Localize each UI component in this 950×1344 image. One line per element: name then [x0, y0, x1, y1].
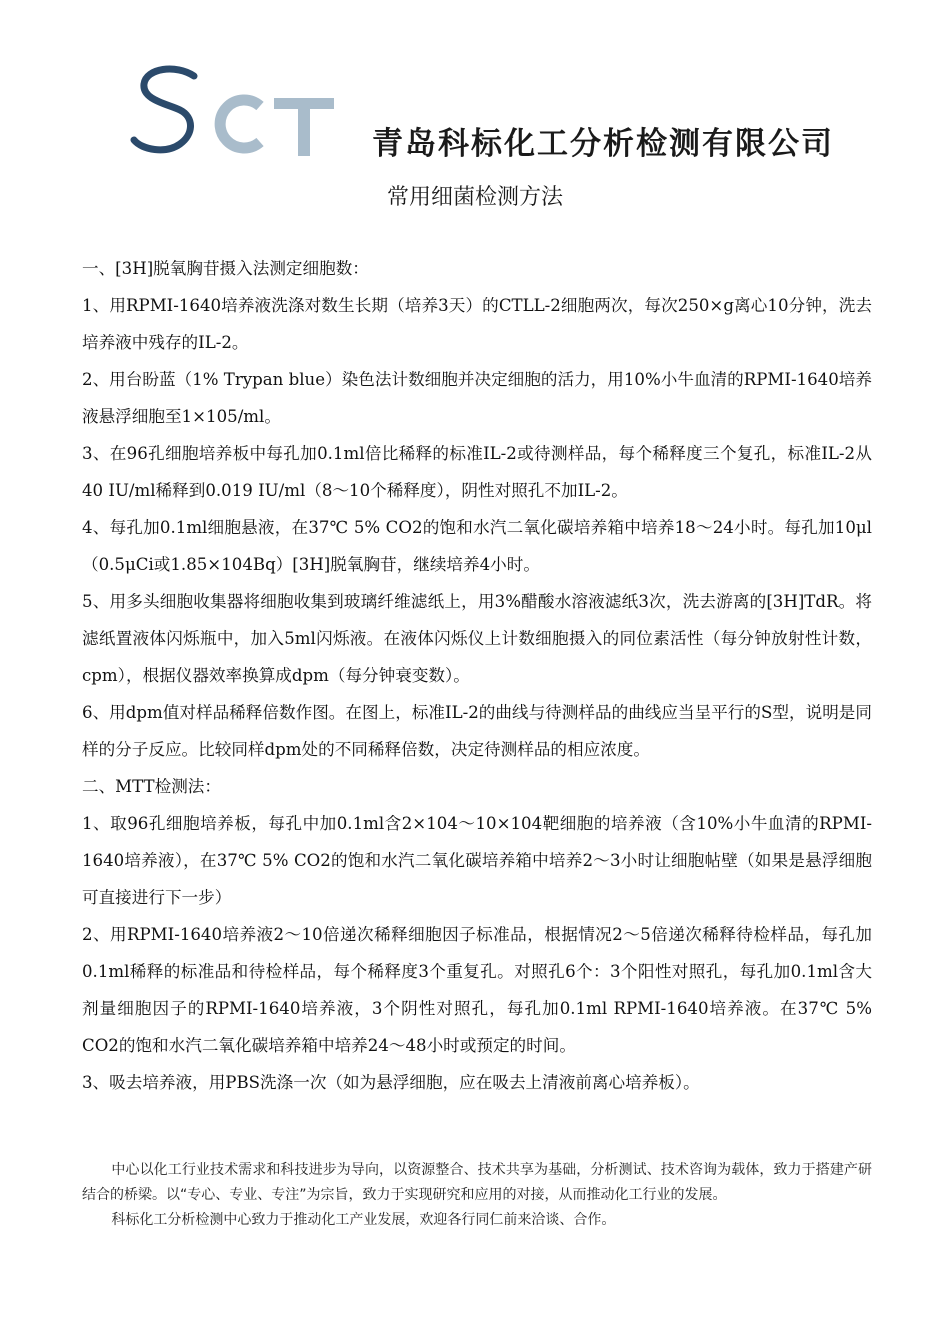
- paragraph: 5、用多头细胞收集器将细胞收集到玻璃纤维滤纸上，用3%醋酸水溶液滤纸3次，洗去游离的[3H]TdR。将滤纸置液体闪烁瓶中，加入5ml闪烁液。在液体闪烁仪上计数细胞摄入的同位素活性（每分钟放射性计数，cpm），根据仪器效率换算成dpm（每分钟衰变数）。: [82, 592, 872, 685]
- footer-paragraph: 中心以化工行业技术需求和科技进步为导向，以资源整合、技术共享为基础，分析测试、技术咨询为载体，致力于搭建产研结合的桥梁。以“专心、专业、专注”为宗旨，致力于实现研究和应用的对接，从而推动化工行业的发展。: [82, 1162, 872, 1203]
- page-title: 常用细菌检测方法: [386, 185, 563, 210]
- company-name: 青岛科标化工分析检测有限公司: [372, 126, 834, 162]
- paragraph: 2、用台盼蓝（1% Trypan blue）染色法计数细胞并决定细胞的活力，用10%小牛血清的RPMI-1640培养液悬浮细胞至1×105/ml。: [82, 370, 872, 426]
- footer-paragraph: 科标化工分析检测中心致力于推动化工产业发展，欢迎各行同仁前来洽谈、合作。: [111, 1212, 616, 1228]
- paragraph: 3、在96孔细胞培养板中每孔加0.1ml倍比稀释的标准IL-2或待测样品，每个稀释度三个复孔，标准IL-2从40 IU/ml稀释到0.019 IU/ml（8～10个稀释度），阴性对照孔不加IL-2。: [82, 444, 872, 500]
- document-header: [0, 0, 950, 170]
- section-heading: 一、[3H]脱氧胸苷摄入法测定细胞数：: [82, 259, 369, 278]
- section-heading: 二、MTT检测法：: [82, 777, 221, 796]
- paragraph: 1、用RPMI-1640培养液洗涤对数生长期（培养3天）的CTLL-2细胞两次，每次250×g离心10分钟，洗去培养液中残存的IL-2。: [82, 296, 872, 352]
- company-footer: [82, 1158, 872, 1233]
- sct-logo: [128, 62, 340, 162]
- paragraph: 3、吸去培养液，用PBS洗涤一次（如为悬浮细胞，应在吸去上清液前离心培养板）。: [82, 1073, 700, 1092]
- paragraph: 2、用RPMI-1640培养液2～10倍递次稀释细胞因子标准品，根据情况2～5倍递次稀释待检样品，每孔加0.1ml稀释的标准品和待检样品，每个稀释度3个重复孔。对照孔6个：3个阳性对照孔，每孔加0.1ml含大剂量细胞因子的RPMI-1640培养液，3个阴性对照孔，每孔加0.1ml RPMI-1640培养液。在37℃ 5% CO2的饱和水汽二氧化碳培养箱中培养24～48小时或预定的时间。: [82, 925, 872, 1055]
- paragraph: 6、用dpm值对样品稀释倍数作图。在图上，标准IL-2的曲线与待测样品的曲线应当呈平行的S型，说明是同样的分子反应。比较同样dpm处的不同稀释倍数，决定待测样品的相应浓度。: [82, 703, 872, 759]
- document-body: [82, 250, 872, 1101]
- paragraph: 1、取96孔细胞培养板，每孔中加0.1ml含2×104～10×104靶细胞的培养液（含10%小牛血清的RPMI-1640培养液），在37℃ 5% CO2的饱和水汽二氧化碳培养箱中培养2～3小时让细胞帖壁（如果是悬浮细胞可直接进行下一步）: [82, 814, 872, 907]
- paragraph: 4、每孔加0.1ml细胞悬液，在37℃ 5% CO2的饱和水汽二氧化碳培养箱中培养18～24小时。每孔加10μl（0.5μCi或1.85×104Bq）[3H]脱氧胸苷，继续培养4小时。: [82, 518, 872, 574]
